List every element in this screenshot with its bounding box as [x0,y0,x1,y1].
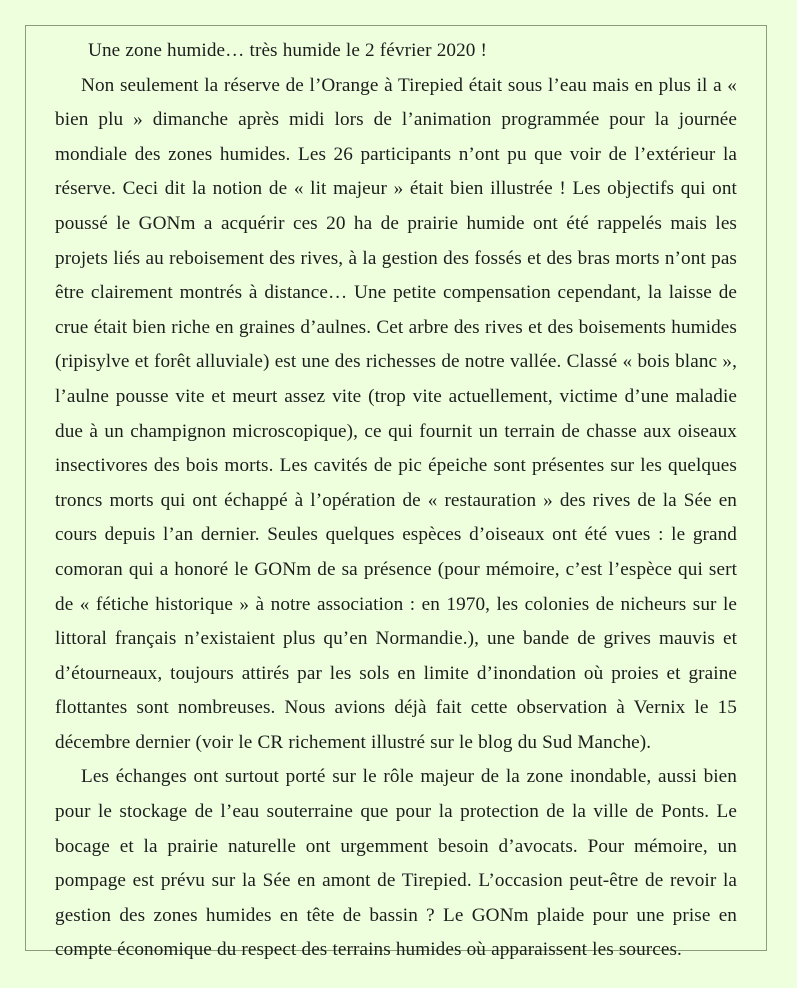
paragraph-body-2: Les échanges ont surtout porté sur le rôle majeur de la zone inondable, aussi bien pour le stockage de l’eau souterraine que pour la protection de la ville de Ponts. Le bocage et la prairie naturelle ont urgemment besoin d’avocats. Pour mémoire, un pompage est prévu sur la Sée en amont de Tirepied. L’occasion peut-être de revoir la gestion des zones humides en tête de bassin ? Le GONm plaide pour une prise en compte économique du respect des terrains humides où apparaissent les sources. [55,766,737,961]
paragraph-body-1: Non seulement la réserve de l’Orange à Tirepied était sous l’eau mais en plus il a « bien plu » dimanche après midi lors de l’animation programmée pour la journée mondiale des zones humides. Les 26 participants n’ont pu que voir de l’extérieur la réserve. Ceci dit la notion de « lit majeur » était bien illustrée ! Les objectifs qui ont poussé le GONm a acquérir ces 20 ha de prairie humide ont été rappelés mais les projets liés au reboisement des rives, à la gestion des fossés et des bras morts n’ont pas être clairement montrés à distance… Une petite compensation cependant, la laisse de crue était bien riche en graines d’aulnes. Cet arbre des rives et des boisements humides (ripisylve et forêt alluviale) est une des richesses de notre vallée. Classé « bois blanc », l’aulne pousse vite et meurt assez vite (trop vite actuellement, victime d’une maladie due à un champignon microscopique), ce qui fournit un terrain de chasse aux oiseaux insectivores des bois morts. Les cavités de pic épeiche sont présentes sur les quelques troncs morts qui ont échappé à l’opération de « restauration » des rives de la Sée en cours depuis l’an dernier. Seules quelques espèces d’oiseaux ont été vues : le grand comoran qui a honoré le GONm de sa présence (pour mémoire, c’est l’espèce qui sert de « fétiche historique » à notre association : en 1970, les colonies de nicheurs sur le littoral français n’existaient plus qu’en Normandie.), une bande de grives mauvis et d’étourneaux, toujours attirés par les sols en limite d’inondation où proies et graine flottantes sont nombreuses. Nous avions déjà fait cette observation à Vernix le 15 décembre dernier (voir le CR richement illustré sur le blog du Sud Manche). [55,74,737,753]
paragraph-heading: Une zone humide… très humide le 2 février 2020 ! [88,40,488,61]
document-text-body [55,34,737,968]
content-frame-border [25,25,767,961]
